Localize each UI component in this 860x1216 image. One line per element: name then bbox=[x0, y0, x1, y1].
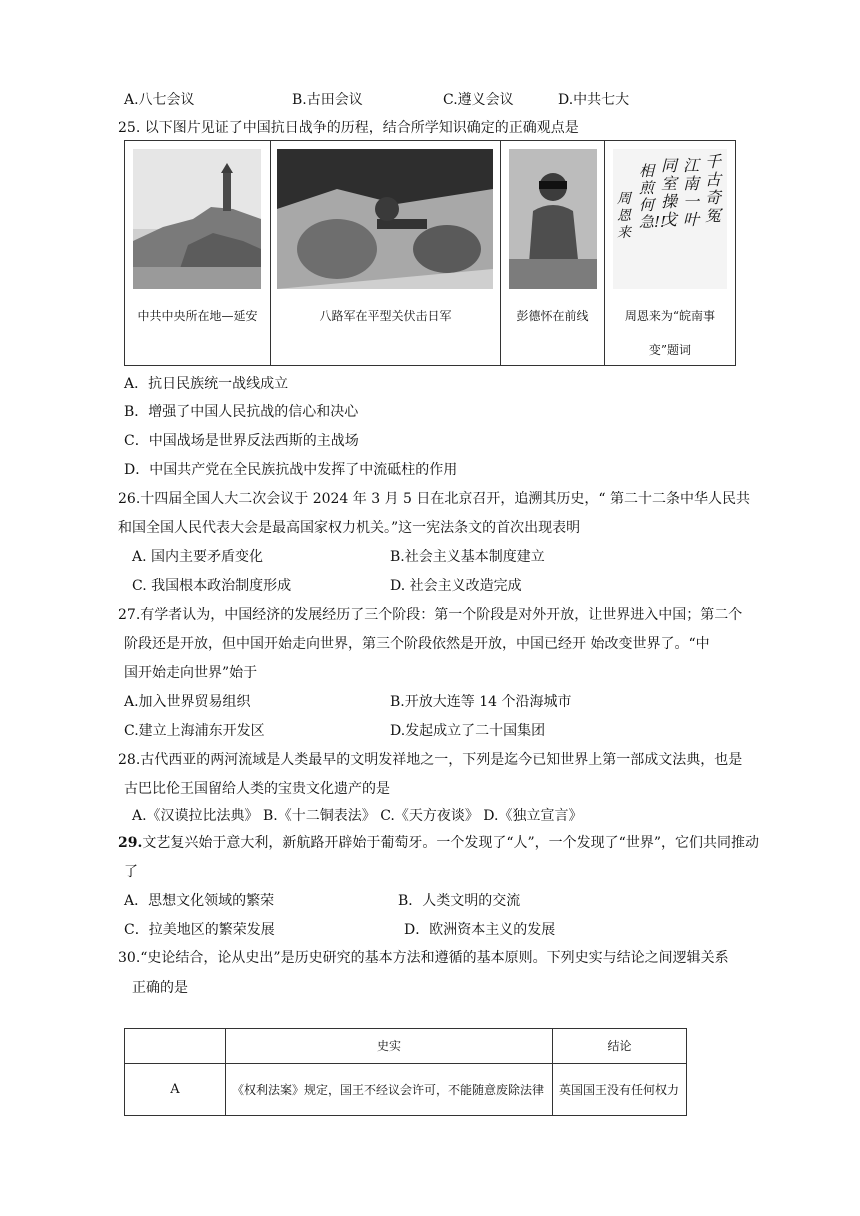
q28-options: A.《汉谟拉比法典》 B.《十二铜表法》 C.《天方夜谈》 D.《独立宣言》 bbox=[132, 808, 583, 824]
peng-dehuai-photo bbox=[509, 149, 597, 289]
table-row bbox=[125, 1064, 687, 1116]
table-header-fact: 史实 bbox=[226, 1029, 553, 1064]
caption-pingxingguan: 八路军在平型关伏击日军 bbox=[319, 309, 452, 323]
q25-stem: 25. 以下图片见证了中国抗日战争的历程，结合所学知识确定的正确观点是 bbox=[118, 120, 579, 136]
table-header-row bbox=[125, 1029, 687, 1064]
q27-stem-line-2: 阶段还是开放，但中国开始走向世界，第三个阶段依然是开放，中国已经开 始改变世界了。“中 bbox=[124, 636, 710, 652]
q29-option-b: B．人类文明的交流 bbox=[398, 893, 521, 909]
q26-stem-line-1: 26.十四届全国人大二次会议于 2024 年 3 月 5 日在北京召开，追溯其历史，“ 第二十二条中华人民共 bbox=[118, 491, 751, 507]
q29-stem-line-1 bbox=[118, 833, 759, 853]
q29-number: 29. bbox=[118, 835, 143, 851]
calligraphy-col-1: 千古奇冤 bbox=[705, 152, 722, 225]
q24-option-a: A.八七会议 bbox=[124, 92, 195, 108]
calligraphy-col-2: 江南一叶 bbox=[683, 156, 700, 229]
q29-option-a: A．思想文化领域的繁荣 bbox=[124, 893, 275, 909]
image-cell-yanan bbox=[125, 141, 271, 365]
yanan-pagoda-photo bbox=[133, 149, 261, 289]
image-cell-peng-dehuai bbox=[501, 141, 605, 365]
q29-stem-text: 文艺复兴始于意大利，新航路开辟始于葡萄牙。一个发现了“人”，一个发现了“世界”，它们共同推动 bbox=[142, 835, 759, 851]
q26-option-a: A. 国内主要矛盾变化 bbox=[132, 549, 264, 565]
q27-option-a: A.加入世界贸易组织 bbox=[124, 694, 251, 710]
table-header-conclusion: 结论 bbox=[553, 1029, 687, 1064]
zhou-enlai-calligraphy bbox=[613, 149, 727, 289]
q26-stem-line-2: 和国全国人民代表大会是最高国家权力机关。”这一宪法条文的首次出现表明 bbox=[118, 520, 581, 536]
q25-option-c: C．中国战场是世界反法西斯的主战场 bbox=[124, 433, 359, 449]
q26-option-b: B.社会主义基本制度建立 bbox=[390, 549, 545, 565]
caption-zhou-enlai: 周恩来为“皖南事变”题词 bbox=[624, 309, 716, 357]
calligraphy-col-3: 同室操戈 bbox=[661, 156, 678, 229]
q27-option-c: C.建立上海浦东开发区 bbox=[124, 723, 265, 739]
q26-option-d: D. 社会主义改造完成 bbox=[390, 578, 522, 594]
q29-option-d: D．欧洲资本主义的发展 bbox=[404, 922, 556, 938]
q30-table bbox=[124, 1028, 687, 1116]
q24-option-d: D.中共七大 bbox=[558, 92, 630, 108]
image-cell-pingxingguan bbox=[271, 141, 501, 365]
q28-stem-line-1: 28.古代西亚的两河流域是人类最早的文明发祥地之一，下列是迄今已知世界上第一部成文法典，也是 bbox=[118, 752, 743, 768]
calligraphy-signature: 周恩来 bbox=[617, 191, 631, 241]
q25-option-b: B．增强了中国人民抗战的信心和决心 bbox=[124, 404, 359, 420]
q26-option-c: C. 我国根本政治制度形成 bbox=[132, 578, 292, 594]
q24-option-c: C.遵义会议 bbox=[443, 92, 514, 108]
q27-option-d: D.发起成立了二十国集团 bbox=[390, 723, 546, 739]
q25-option-a: A．抗日民族统一战线成立 bbox=[124, 376, 289, 392]
table-header-blank bbox=[125, 1029, 226, 1064]
q27-stem-line-3: 国开始走向世界”始于 bbox=[124, 665, 258, 681]
q30-stem-line-2: 正确的是 bbox=[132, 980, 188, 996]
calligraphy-col-4: 相煎何急!! bbox=[639, 162, 667, 231]
q25-image-table bbox=[124, 140, 736, 366]
q25-option-d: D．中国共产党在全民族抗战中发挥了中流砥柱的作用 bbox=[124, 462, 458, 478]
caption-peng-dehuai: 彭德怀在前线 bbox=[516, 309, 589, 323]
row-conclusion: 英国国王没有任何权力 bbox=[553, 1064, 687, 1116]
q27-stem-line-1: 27.有学者认为，中国经济的发展经历了三个阶段：第一个阶段是对外开放，让世界进入中国；第二个 bbox=[118, 607, 743, 623]
row-label: A bbox=[125, 1064, 226, 1116]
q29-stem-line-2: 了 bbox=[124, 864, 138, 880]
q24-option-b: B.古田会议 bbox=[292, 92, 363, 108]
caption-yanan: 中共中央所在地—延安 bbox=[137, 309, 258, 323]
q27-option-b: B.开放大连等 14 个沿海城市 bbox=[390, 694, 572, 710]
q29-option-c: C．拉美地区的繁荣发展 bbox=[124, 922, 275, 938]
pingxingguan-ambush-photo bbox=[277, 149, 493, 289]
q30-stem-line-1: 30.“史论结合，论从史出”是历史研究的基本方法和遵循的基本原则。下列史实与结论之间逻辑关系 bbox=[118, 950, 729, 966]
image-cell-zhou-enlai bbox=[605, 141, 735, 365]
row-fact: 《权利法案》规定，国王不经议会许可，不能随意废除法律 bbox=[226, 1064, 553, 1116]
q28-stem-line-2: 古巴比伦王国留给人类的宝贵文化遗产的是 bbox=[124, 781, 390, 797]
